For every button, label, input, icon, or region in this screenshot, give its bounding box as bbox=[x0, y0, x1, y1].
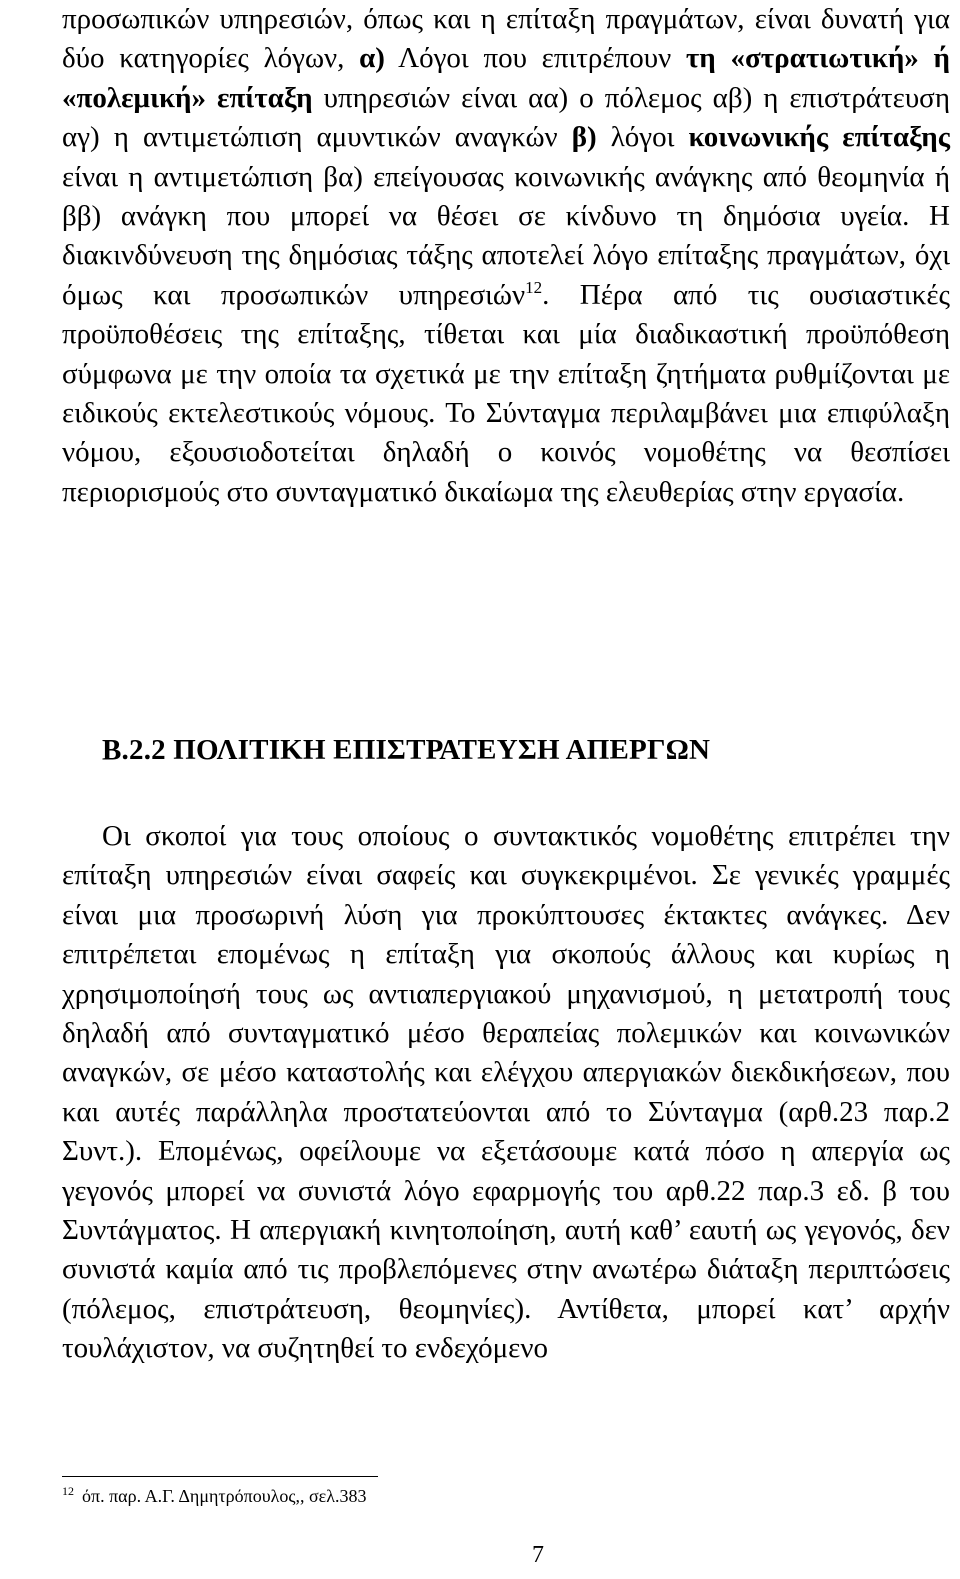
text-segment: υπηρεσιών είναι αα) ο πόλεμος αβ) η επιστράτευση αγ) η αντιμετώπιση αμυντικών αναγκών bbox=[62, 81, 950, 154]
text-segment: λόγοι bbox=[596, 121, 689, 154]
text-segment: είναι η αντιμετώπιση βα) επείγουσας κοινωνικής ανάγκης από θεομηνία ή ββ) ανάγκη που μπορεί να θέσει σε κίνδυνο τη δημόσια υγεία. Η διακινδύνευση της δημόσιας τάξης αποτελεί λόγο επίταξης πραγμάτων, όχι όμως και προσωπικών υπηρεσιών bbox=[62, 160, 950, 311]
footnote-text: όπ. παρ. Α.Γ. Δημητρόπουλος,, σελ.383 bbox=[82, 1486, 367, 1506]
footnote bbox=[62, 1484, 366, 1508]
bold-segment: τη «στρατιωτική» ή «πολεμική» επίταξη bbox=[62, 42, 950, 114]
bold-segment: α) bbox=[359, 42, 385, 75]
footnote-separator bbox=[62, 1476, 378, 1477]
paragraph-requisition-grounds bbox=[62, 0, 950, 512]
text-segment: προσωπικών υπηρεσιών, όπως και η επίταξη πραγμάτων, είναι δυνατή για δύο κατηγορίες λόγων, bbox=[62, 3, 950, 75]
page-number: 7 bbox=[532, 1542, 544, 1568]
bold-segment: β) bbox=[571, 121, 597, 154]
paragraph-political-mobilization: Οι σκοποί για τους οποίους ο συντακτικός νομοθέτης επιτρέπει την επίταξη υπηρεσιών είναι σαφείς και συγκεκριμένοι. Σε γενικές γραμμές είναι μια προσωρινή λύση για προκύπτουσες έκτακτες ανάγκες. Δεν επιτρέπεται επομένως η επίταξη για σκοπούς άλλους και κυρίως η χρησιμοποίησή τους ως αντιαπεργιακού μηχανισμού, η μετατροπή τους δηλαδή από συνταγματικό μέσο θεραπείας πολεμικών και κοινωνικών αναγκών, σε μέσο καταστολής και ελέγχου απεργιακών διεκδικήσεων, που και αυτές παράλληλα προστατεύονται από το Σύνταγμα (αρθ.23 παρ.2 Συντ.). Επομένως, οφείλουμε να εξετάσουμε κατά πόσο η απεργία ως γεγονός μπορεί να συνιστά λόγο εφαρμογής του αρθ.22 παρ.3 εδ. β του Συντάγματος. Η απεργιακή κινητοποίηση, αυτή καθ’ εαυτή ως γεγονός, δεν συνιστά καμία από τις προβλεπόμενες στην ανωτέρω διάταξη περιπτώσεις (πόλεμος, επιστράτευση, θεομηνίες). Αντίθετα, μπορεί κατ’ αρχήν τουλάχιστον, να συζητηθεί το ενδεχόμενο bbox=[62, 820, 950, 1365]
footnote-number: 12 bbox=[62, 1484, 74, 1498]
section-heading: Β.2.2 ΠΟΛΙΤΙΚΗ ΕΠΙΣΤΡΑΤΕΥΣΗ ΑΠΕΡΓΩΝ bbox=[102, 734, 711, 766]
text-segment: Λόγοι που επιτρέπουν bbox=[384, 42, 686, 75]
text-segment: . Πέρα από τις ουσιαστικές προϋποθέσεις της επίταξης, τίθεται και μία διαδικαστική προϋπόθεση σύμφωνα με την οποία τα σχετικά με την επίταξη ζητήματα ρυθμίζονται με ειδικούς εκτελεστικούς νόμους. Το Σύνταγμα περιλαμβάνει μια επιφύλαξη νόμου, εξουσιοδοτείται δηλαδή ο κοινός νομοθέτης να θεσπίσει περιορισμούς στο συνταγματικό δικαίωμα της ελευθερίας στην εργασία. bbox=[62, 278, 950, 508]
bold-segment: κοινωνικής επίταξης bbox=[688, 121, 951, 154]
footnote-reference[interactable]: 12 bbox=[525, 277, 543, 297]
